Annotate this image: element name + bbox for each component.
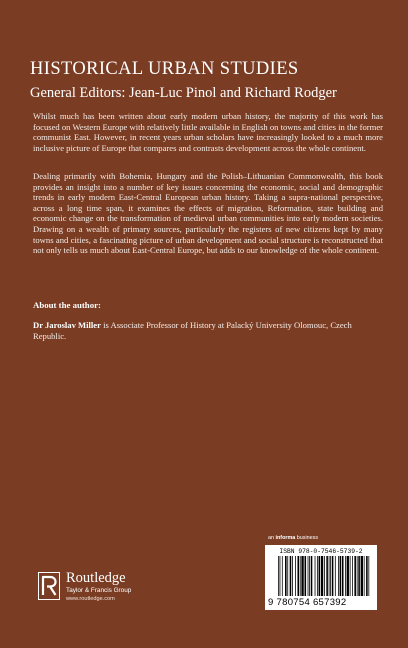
barcode-stripe	[317, 556, 318, 596]
barcode-stripe	[292, 556, 293, 596]
barcode-stripe	[319, 556, 321, 596]
informa-prefix: an	[268, 535, 276, 541]
barcode-stripe	[282, 556, 283, 596]
barcode-stripe	[347, 556, 349, 596]
barcode-stripe	[330, 556, 331, 596]
series-title: HISTORICAL URBAN STUDIES	[30, 59, 299, 79]
barcode-stripe	[324, 556, 325, 596]
barcode-stripe	[352, 556, 353, 596]
barcode-stripe	[321, 556, 323, 596]
author-name: Dr Jaroslav Miller	[33, 320, 101, 330]
barcode-stripe	[342, 556, 344, 596]
barcode-stripe	[301, 556, 303, 596]
informa-business-line	[268, 535, 318, 542]
description-paragraph: Dealing primarily with Bohemia, Hungary and the Polish–Lithuanian Commonwealth, this book provides an insight into a number of key issues concerning the economic, social and demographic trends in early modern East-Central European urban history. Taking a supra-national perspective, across a long time span, it examines the effects of migration, Reformation, state building and economic change on the transformation of medieval urban communities into early modern societies. Drawing on a wealth of primary sources, particularly the registers of new citizens kept by many towns and cities, a fascinating picture of urban development and social structure is reconstructed that not only tells us much about East-Central Europe, but adds to our knowledge of the whole continent.	[33, 171, 383, 256]
isbn-text: ISBN 978-0-7546-5739-2	[279, 548, 363, 555]
barcode-stripe	[287, 556, 288, 596]
barcode-stripe	[308, 556, 309, 596]
barcode-stripe	[280, 556, 281, 596]
informa-brand: informa	[275, 535, 296, 541]
barcode-stripe	[354, 556, 356, 596]
about-author-text	[33, 320, 383, 341]
barcode-stripe	[278, 556, 279, 596]
barcode-stripe	[295, 556, 296, 596]
barcode-stripe	[326, 556, 328, 596]
ean-digits: 9 780754 657392	[268, 597, 347, 608]
publisher-block	[38, 570, 158, 606]
informa-suffix: business	[295, 535, 319, 541]
barcode-stripe	[332, 556, 334, 596]
barcode-stripe	[300, 556, 301, 596]
barcode-stripe	[305, 556, 307, 596]
publisher-name: Routledge	[66, 570, 126, 586]
publisher-url: www.routledge.com	[66, 596, 115, 602]
barcode-stripe	[315, 556, 316, 596]
barcode-stripe	[297, 556, 299, 596]
barcode-stripe	[309, 556, 310, 596]
barcode-stripe	[335, 556, 336, 596]
description-paragraph: Whilst much has been written about early modern urban history, the majority of this work has focused on Western Europe with relatively little available in English on towns and cities in the former communist East. However, in recent years urban scholars have increasingly looked to a much more inclusive picture of Europe that compares and contrasts development across the whole continent.	[33, 111, 383, 153]
barcode-stripe	[358, 556, 360, 596]
barcode-stripe	[340, 556, 342, 596]
barcode-stripe	[285, 556, 287, 596]
author-bio: is Associate Professor of History at Palacký University Olomouc, Czech Republic.	[33, 320, 352, 341]
barcode-bars	[278, 556, 370, 596]
about-author-heading: About the author:	[33, 300, 101, 310]
barcode-stripe	[368, 556, 369, 596]
barcode-stripe	[345, 556, 346, 596]
barcode-stripe	[361, 556, 363, 596]
barcode-stripe	[311, 556, 313, 596]
barcode-stripe	[366, 556, 368, 596]
barcode-stripe	[290, 556, 292, 596]
barcode-stripe	[357, 556, 358, 596]
barcode-stripe	[350, 556, 351, 596]
publisher-group: Taylor & Francis Group	[66, 587, 132, 594]
barcode-stripe	[329, 556, 330, 596]
barcode-stripe	[364, 556, 365, 596]
series-editors: General Editors: Jean-Luc Pinol and Richard Rodger	[30, 85, 337, 101]
barcode-stripe	[338, 556, 339, 596]
isbn-barcode	[265, 545, 377, 610]
routledge-r-logo-icon	[38, 572, 60, 600]
